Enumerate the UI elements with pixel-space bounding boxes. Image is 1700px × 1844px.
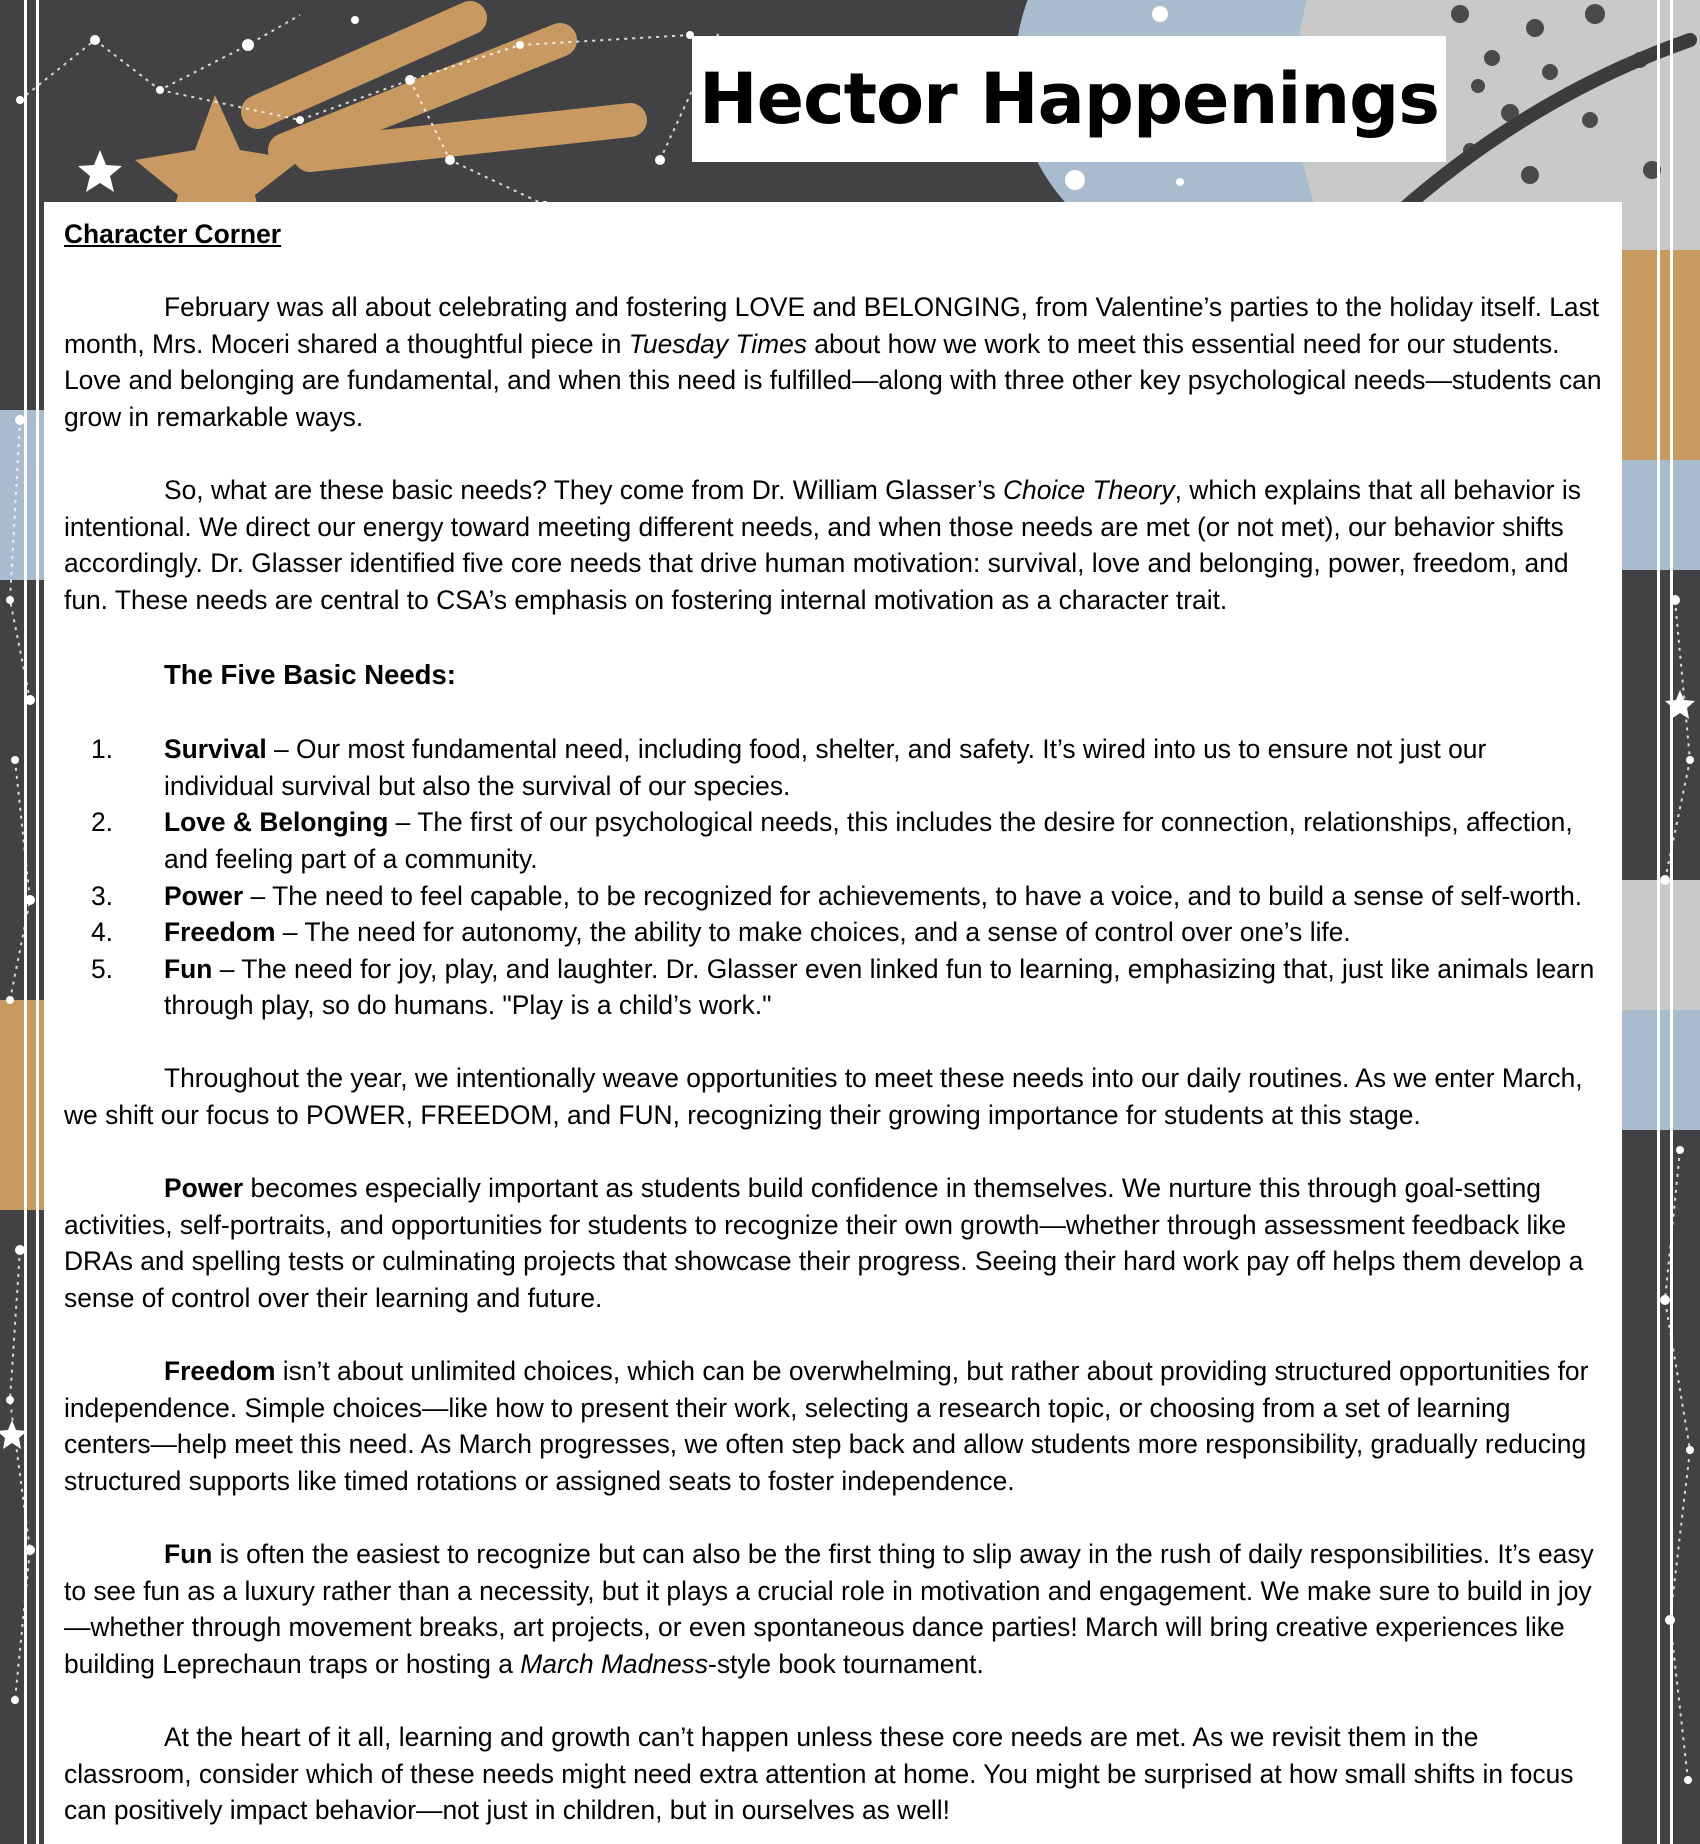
section-heading: Character Corner xyxy=(64,219,282,249)
newsletter-title: Hector Happenings xyxy=(699,58,1439,140)
conclusion-paragraph: At the heart of it all, learning and growth can’t happen unless these core needs are met. As we revisit them in the classroom, consider which of these needs might need extra attention at home. You might be surprised at how small shifts in focus can positively impact behavior—not just in children, but in ourselves as well! xyxy=(64,1722,1574,1826)
throughout-paragraph: Throughout the year, we intentionally weave opportunities to meet these needs into our daily routines. As we enter March, we shift our focus to POWER, FREEDOM, and FUN, recognizing their growing importance for students at this stage. xyxy=(64,1063,1583,1131)
theory-paragraph: So, what are these basic needs? They come from Dr. William Glasser’s Choice Theory, which explains that all behavior is intentional. We direct our energy toward meeting different needs, and when those needs are met (or not met), our behavior shifts accordingly. Dr. Glasser identified five core needs that drive human motivation: survival, love and belonging, power, freedom, and fun. These needs are central to CSA’s emphasis on fostering internal motivation as a character trait. xyxy=(64,475,1581,615)
fun-paragraph: Fun is often the easiest to recognize but can also be the first thing to slip away in the rush of daily responsibilities. It’s easy to see fun as a luxury rather than a necessity, but it plays a crucial role in motivation and engagement. We make sure to build in joy—whether through movement breaks, art projects, or even spontaneous dance parties! March will bring creative experiences like building Leprechaun traps or hosting a March Madness-style book tournament. xyxy=(64,1539,1594,1679)
title-banner xyxy=(692,36,1446,162)
list-item: 4. Freedom – The need for autonomy, the ability to make choices, and a sense of control over one’s life. xyxy=(91,917,1351,948)
list-item: 3. Power – The need to feel capable, to be recognized for achievements, to have a voice, and to build a sense of self-worth. xyxy=(91,880,1583,911)
needs-list-title: The Five Basic Needs: xyxy=(164,659,456,691)
list-item: 5. Fun – The need for joy, play, and laughter. Dr. Glasser even linked fun to learning, emphasizing that, just like animals learn through play, so do humans. "Play is a child’s work." xyxy=(91,953,1595,1021)
list-item: 1. Survival – Our most fundamental need, including food, shelter, and safety. It’s wired into us to ensure not just our individual survival but also the survival of our species. xyxy=(91,734,1487,801)
power-paragraph: Power becomes especially important as students build confidence in themselves. We nurture this through goal-setting activities, self-portraits, and opportunities for students to recognize their own growth—whether through assessment feedback like DRAs and spelling tests or culminating projects that showcase their progress. Seeing their hard work pay off helps them develop a sense of control over their learning and future. xyxy=(64,1173,1584,1314)
needs-list xyxy=(64,731,1602,1024)
article-body xyxy=(44,202,1622,1844)
freedom-paragraph: Freedom isn’t about unlimited choices, which can be overwhelming, but rather about providing structured opportunities for independence. Simple choices—like how to present their work, selecting a research topic, or choosing from a set of learning centers—help meet this need. As March progresses, we often step back and allow students more responsibility, gradually reducing structured supports like timed rotations or assigned seats to foster independence. xyxy=(64,1356,1589,1496)
intro-paragraph: February was all about celebrating and fostering LOVE and BELONGING, from Valentine’s parties to the holiday itself. Last month, Mrs. Moceri shared a thoughtful piece in Tuesday Times about how we work to meet this essential need for our students. Love and belonging are fundamental, and when this need is fulfilled—along with three other key psychological needs—students can grow in remarkable ways. xyxy=(64,292,1602,432)
list-item: 2. Love & Belonging – The first of our psychological needs, this includes the desire for connection, relationships, affection, and feeling part of a community. xyxy=(91,807,1573,874)
